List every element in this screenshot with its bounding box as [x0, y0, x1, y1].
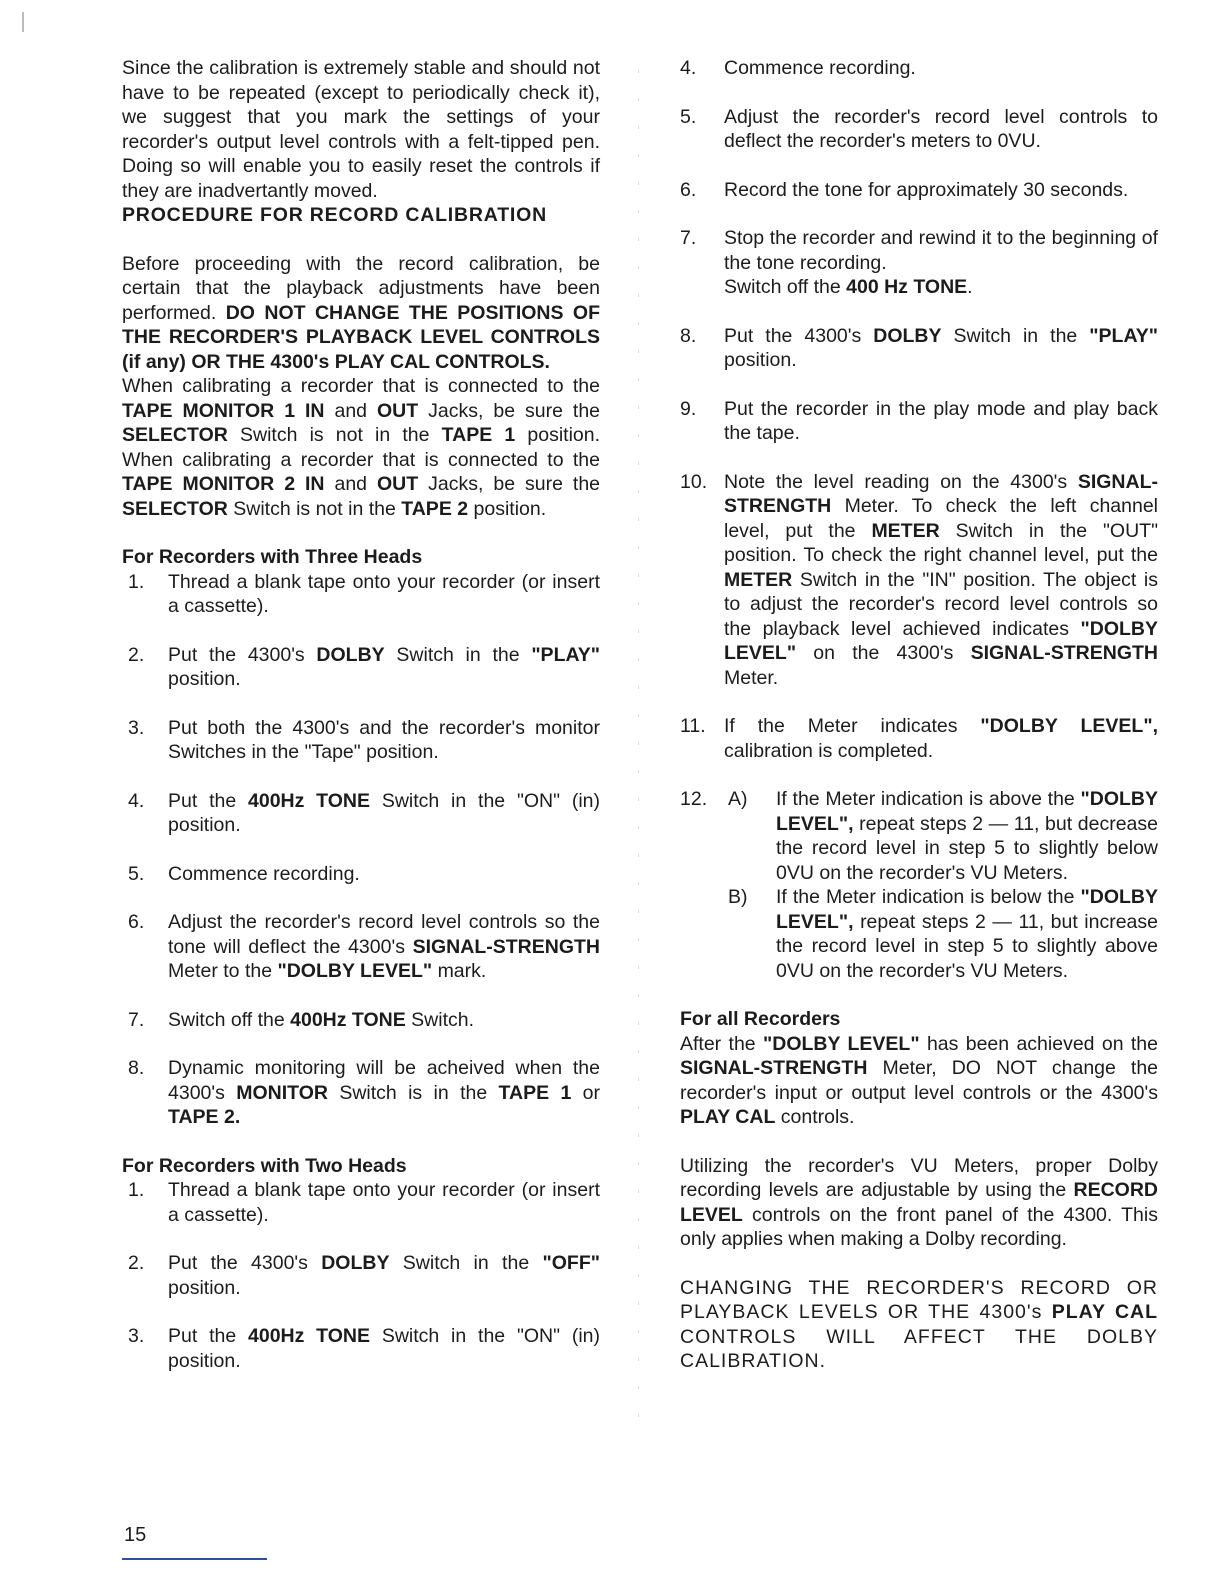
three-step-2: 2. Put the 4300's DOLBY Switch in the "PLAY" position.: [128, 643, 601, 690]
warning-caps: DO NOT CHANGE THE POSITIONS OF THE RECORDER'S PLAYBACK LEVEL CONTROLS (if any) OR THE 4300's PLAY CAL CONTROLS.: [122, 301, 600, 373]
scan-mark: [22, 12, 24, 32]
two-step-4: 4. Commence recording.: [680, 57, 916, 79]
all-recorders-paragraph: After the "DOLBY LEVEL" has been achieved on the SIGNAL-STRENGTH Meter, DO NOT change the recorder's input or output level controls or the 4300's PLAY CAL controls.: [680, 1032, 1159, 1128]
before-paragraph: Before proceeding with the record calibration, be certain that the playback adjustments have been performed. DO NOT CHANGE THE POSITIONS OF THE RECORDER'S PLAYBACK LEVEL CONTROLS (if any) OR THE 4300's PLAY CAL CONTROLS.: [122, 252, 600, 373]
right-column: [680, 56, 1158, 1374]
two-step-12b: B) If the Meter indication is below the "DOLBY LEVEL", repeat steps 2 — 11, but increase the record level in step 5 to slightly above 0VU on the recorder's VU Meters.: [728, 886, 1158, 982]
three-step-5: 5. Commence recording.: [128, 862, 360, 885]
three-step-3: 3. Put both the 4300's and the recorder's monitor Switches in the "Tape" position.: [128, 716, 600, 763]
two-step-1: 1. Thread a blank tape onto your recorder (or insert a cassette).: [128, 1179, 600, 1226]
three-step-7: 7. Switch off the 400Hz TONE Switch.: [128, 1008, 475, 1031]
vu-paragraph: Utilizing the recorder's VU Meters, proper Dolby recording levels are adjustable by using the RECORD LEVEL controls on the front panel of the 4300. This only applies when making a Dolby recording.: [680, 1154, 1159, 1250]
procedure-heading: PROCEDURE FOR RECORD CALIBRATION: [122, 204, 547, 226]
two-step-6: 6. Record the tone for approximately 30 seconds.: [680, 178, 1129, 201]
two-step-3: 3. Put the 400Hz TONE Switch in the "ON" (in) position.: [128, 1325, 601, 1372]
two-step-5: 5. Adjust the recorder's record level controls to deflect the recorder's meters to 0VU.: [680, 105, 1158, 152]
all-recorders-heading: For all Recorders: [680, 1008, 841, 1030]
two-heads-heading: For Recorders with Two Heads: [122, 1154, 407, 1177]
footer-rule: [122, 1558, 267, 1560]
two-step-12a: 12. A) If the Meter indication is above the "DOLBY LEVEL", repeat steps 2 — 11, but decrease the record level in step 5 to slightly below 0VU on the recorder's VU Meters.: [680, 788, 1158, 884]
two-step-7: 7. Stop the recorder and rewind it to the beginning of the tone recording. Switch off the 400 Hz TONE.: [680, 227, 1158, 298]
two-step-2: 2. Put the 4300's DOLBY Switch in the "OFF" position.: [128, 1252, 600, 1299]
column-divider: [638, 70, 639, 1430]
three-step-4: 4. Put the 400Hz TONE Switch in the "ON" (in) position.: [128, 789, 601, 836]
three-step-6: 6. Adjust the recorder's record level controls so the tone will deflect the 4300's SIGNAL-STRENGTH Meter to the "DOLBY LEVEL" mark.: [128, 911, 600, 982]
calibrating-paragraph: When calibrating a recorder that is connected to the TAPE MONITOR 1 IN and OUT Jacks, be sure the SELECTOR Switch is not in the TAPE 1 position. When calibrating a recorder that is connected to the TAPE MONITOR 2 IN and OUT Jacks, be sure the SELECTOR Switch is not in the TAPE 2 position.: [122, 375, 601, 520]
three-step-1: 1. Thread a blank tape onto your recorder (or insert a cassette).: [128, 570, 600, 617]
final-warning: CHANGING THE RECORDER'S RECORD OR PLAYBACK LEVELS OR THE 4300's PLAY CAL CONTROLS WILL AFFECT THE DOLBY CALIBRATION.: [680, 1276, 1159, 1372]
page-number: 15: [124, 1524, 147, 1546]
three-step-8: 8. Dynamic monitoring will be acheived when the 4300's MONITOR Switch is in the TAPE 1 or TAPE 2.: [128, 1057, 601, 1128]
two-step-9: 9. Put the recorder in the play mode and play back the tape.: [680, 397, 1158, 444]
three-heads-heading: For Recorders with Three Heads: [122, 546, 423, 568]
intro-paragraph: Since the calibration is extremely stable and should not have to be repeated (except to periodically check it), we suggest that you mark the settings of your recorder's output level controls with a felt-tipped pen. Doing so will enable you to easily reset the controls if they are inadvertantly moved.: [122, 57, 600, 202]
two-step-8: 8. Put the 4300's DOLBY Switch in the "PLAY" position.: [680, 324, 1158, 371]
two-step-11: 11. If the Meter indicates "DOLBY LEVEL", calibration is completed.: [680, 715, 1158, 762]
left-column: [122, 56, 600, 1373]
two-step-10: 10. Note the level reading on the 4300's SIGNAL-STRENGTH Meter. To check the left channel level, put the METER Switch in the "OUT" position. To check the right channel level, put the METER Switch in the "IN" position. The object is to adjust the recorder's record level controls so the playback level achieved indicates "DOLBY LEVEL" on the 4300's SIGNAL-STRENGTH Meter.: [680, 470, 1159, 689]
